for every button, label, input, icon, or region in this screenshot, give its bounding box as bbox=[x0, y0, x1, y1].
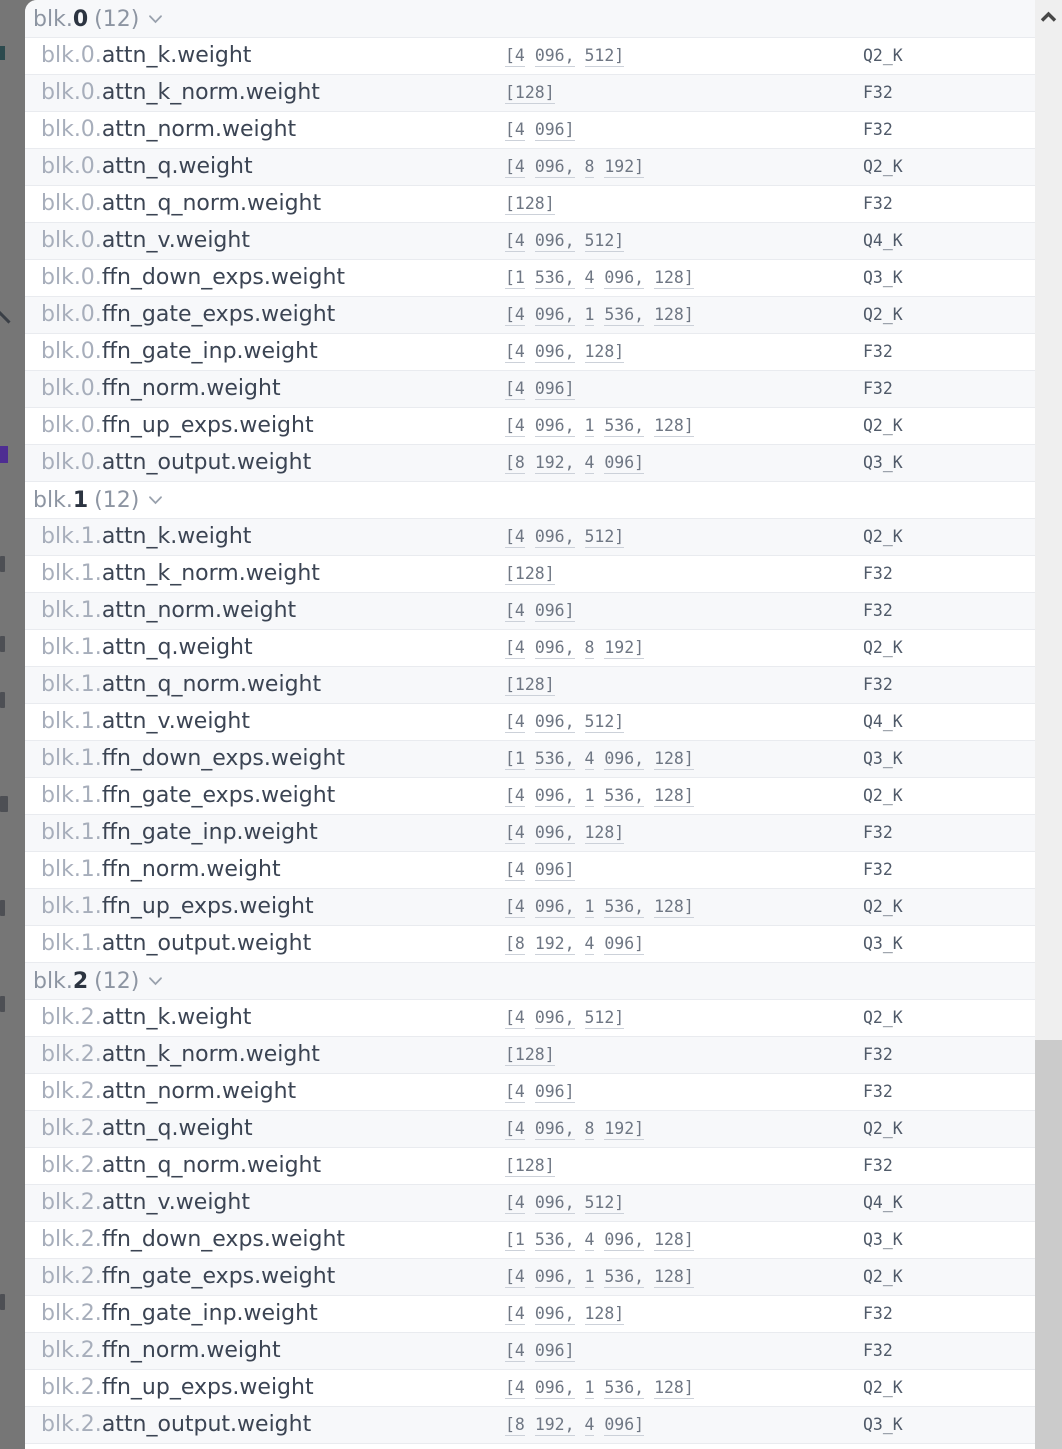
tensor-name-prefix: blk.1. bbox=[41, 709, 102, 734]
tensor-row bbox=[25, 777, 1035, 814]
tensor-row bbox=[25, 888, 1035, 925]
group-header-row[interactable] bbox=[25, 962, 1035, 999]
tensor-dtype: F32 bbox=[863, 1036, 1035, 1073]
tensor-row bbox=[25, 296, 1035, 333]
tensor-row bbox=[25, 666, 1035, 703]
tensor-dtype: Q2_K bbox=[863, 518, 1035, 555]
tensor-dtype: Q2_K bbox=[863, 148, 1035, 185]
group-tensor-count: (12) bbox=[94, 969, 140, 994]
tensor-dtype: Q2_K bbox=[863, 888, 1035, 925]
group-label-number: 1 bbox=[72, 488, 89, 513]
tensor-name: ffn_down_exps.weight bbox=[101, 265, 346, 290]
tensor-dtype: F32 bbox=[863, 555, 1035, 592]
tensor-name: ffn_gate_inp.weight bbox=[101, 339, 318, 364]
tensor-dtype: Q2_K bbox=[863, 777, 1035, 814]
tensor-name: attn_output.weight bbox=[101, 450, 312, 475]
tensor-dtype: F32 bbox=[863, 814, 1035, 851]
tensor-dtype: Q2_K bbox=[863, 296, 1035, 333]
tensor-name: attn_norm.weight bbox=[101, 1079, 297, 1104]
tensor-dtype: Q3_K bbox=[863, 1406, 1035, 1443]
tensor-name-prefix: blk.0. bbox=[41, 228, 102, 253]
backdrop-artifact bbox=[0, 309, 11, 323]
tensor-name-prefix: blk.1. bbox=[41, 857, 102, 882]
tensor-shape-link[interactable]: [4 096, 8 192] bbox=[505, 157, 645, 176]
tensor-name: ffn_gate_inp.weight bbox=[101, 820, 318, 845]
backdrop-artifact bbox=[0, 46, 5, 60]
tensor-name: attn_k_norm.weight bbox=[101, 80, 320, 105]
tensor-row bbox=[25, 1036, 1035, 1073]
tensor-shape-link[interactable]: [128] bbox=[505, 564, 555, 583]
tensor-row bbox=[25, 814, 1035, 851]
tensor-shape-link[interactable]: [4 096, 1 536, 128] bbox=[505, 786, 694, 805]
tensor-name: ffn_norm.weight bbox=[101, 376, 281, 401]
tensor-shape-link[interactable]: [8 192, 4 096] bbox=[505, 1415, 645, 1434]
tensor-name-prefix: blk.0. bbox=[41, 43, 102, 68]
tensor-row bbox=[25, 111, 1035, 148]
tensor-row bbox=[25, 999, 1035, 1036]
tensor-name-prefix: blk.1. bbox=[41, 894, 102, 919]
tensor-name: attn_q.weight bbox=[101, 154, 253, 179]
tensor-row bbox=[25, 703, 1035, 740]
tensor-dtype: F32 bbox=[863, 333, 1035, 370]
tensor-name: ffn_gate_exps.weight bbox=[101, 783, 336, 808]
tensor-name: ffn_up_exps.weight bbox=[101, 413, 314, 438]
tensor-row bbox=[25, 1221, 1035, 1258]
chevron-down-icon bbox=[148, 967, 163, 992]
tensor-name-prefix: blk.2. bbox=[41, 1264, 102, 1289]
tensor-shape-link[interactable]: [4 096] bbox=[505, 860, 575, 879]
tensor-dtype: Q2_K bbox=[863, 407, 1035, 444]
tensor-name: attn_output.weight bbox=[101, 931, 312, 956]
tensor-row bbox=[25, 925, 1035, 962]
tensor-shape-link[interactable]: [1 536, 4 096, 128] bbox=[505, 268, 694, 287]
tensor-dtype: Q2_K bbox=[863, 999, 1035, 1036]
tensor-shape-link[interactable]: [128] bbox=[505, 194, 555, 213]
tensor-row bbox=[25, 1184, 1035, 1221]
tensor-dtype: Q2_K bbox=[863, 37, 1035, 74]
tensor-shape-link[interactable]: [128] bbox=[505, 1045, 555, 1064]
tensor-name-prefix: blk.2. bbox=[41, 1153, 102, 1178]
tensor-name: attn_norm.weight bbox=[101, 598, 297, 623]
tensor-dtype: Q2_K bbox=[863, 629, 1035, 666]
tensor-name: attn_k.weight bbox=[101, 524, 252, 549]
tensor-shape-link[interactable]: [128] bbox=[505, 83, 555, 102]
tensor-name-prefix: blk.1. bbox=[41, 783, 102, 808]
tensor-shape-link[interactable]: [4 096] bbox=[505, 1082, 575, 1101]
tensor-name: attn_output.weight bbox=[101, 1412, 312, 1437]
tensor-dtype: Q2_K bbox=[863, 1110, 1035, 1147]
tensor-name-prefix: blk.1. bbox=[41, 561, 102, 586]
group-tensor-count: (12) bbox=[94, 488, 140, 513]
tensor-row bbox=[25, 1295, 1035, 1332]
tensor-name-prefix: blk.2. bbox=[41, 1116, 102, 1141]
tensor-shape-link[interactable]: [4 096] bbox=[505, 1341, 575, 1360]
tensor-name-prefix: blk.2. bbox=[41, 1338, 102, 1363]
tensor-name-prefix: blk.0. bbox=[41, 339, 102, 364]
tensor-shape-link[interactable]: [4 096, 512] bbox=[505, 1193, 625, 1212]
tensor-dtype: Q2_K bbox=[863, 1369, 1035, 1406]
tensor-dtype: F32 bbox=[863, 1295, 1035, 1332]
tensor-shape-link[interactable]: [4 096, 1 536, 128] bbox=[505, 897, 694, 916]
tensor-shape-link[interactable]: [4 096, 128] bbox=[505, 342, 625, 361]
group-tensor-count: (12) bbox=[94, 6, 140, 32]
tensor-row bbox=[25, 1406, 1035, 1443]
tensor-shape-link[interactable]: [1 536, 4 096, 128] bbox=[505, 1230, 694, 1249]
group-header-row[interactable] bbox=[25, 481, 1035, 518]
tensor-name: attn_k_norm.weight bbox=[101, 1042, 320, 1067]
tensor-name: attn_norm.weight bbox=[101, 117, 297, 142]
tensor-name: attn_q_norm.weight bbox=[101, 672, 322, 697]
tensor-name-prefix: blk.2. bbox=[41, 1227, 102, 1252]
tensor-row bbox=[25, 592, 1035, 629]
tensor-shape-link[interactable]: [8 192, 4 096] bbox=[505, 934, 645, 953]
tensor-name-prefix: blk.1. bbox=[41, 524, 102, 549]
tensor-dtype: F32 bbox=[863, 851, 1035, 888]
tensor-name: ffn_gate_exps.weight bbox=[101, 302, 336, 327]
tensor-dtype: Q3_K bbox=[863, 444, 1035, 481]
tensor-shape-link[interactable]: [4 096, 8 192] bbox=[505, 1119, 645, 1138]
tensor-shape-link[interactable]: [1 536, 4 096, 128] bbox=[505, 749, 694, 768]
group-label-prefix: blk. bbox=[33, 6, 73, 32]
group-label-number: 0 bbox=[72, 6, 89, 32]
tensor-name: ffn_gate_exps.weight bbox=[101, 1264, 336, 1289]
backdrop-artifact bbox=[0, 692, 5, 708]
tensor-row bbox=[25, 1110, 1035, 1147]
tensor-row bbox=[25, 1332, 1035, 1369]
tensor-dtype: F32 bbox=[863, 1147, 1035, 1184]
tensor-dtype: F32 bbox=[863, 592, 1035, 629]
tensor-dtype: F32 bbox=[863, 1332, 1035, 1369]
tensor-dtype: Q3_K bbox=[863, 1221, 1035, 1258]
tensor-name: ffn_up_exps.weight bbox=[101, 894, 314, 919]
tensor-dtype: F32 bbox=[863, 370, 1035, 407]
tensor-dtype: Q4_K bbox=[863, 1184, 1035, 1221]
tensor-name: attn_q_norm.weight bbox=[101, 191, 322, 216]
tensor-row bbox=[25, 222, 1035, 259]
tensor-name: attn_q.weight bbox=[101, 635, 253, 660]
tensor-name: attn_v.weight bbox=[101, 1190, 250, 1215]
backdrop-accent-artifact bbox=[0, 446, 8, 463]
tensor-shape-link[interactable]: [4 096, 1 536, 128] bbox=[505, 305, 694, 324]
tensor-dtype: Q4_K bbox=[863, 222, 1035, 259]
chevron-down-icon bbox=[148, 5, 163, 30]
tensor-name-prefix: blk.1. bbox=[41, 672, 102, 697]
tensor-row bbox=[25, 259, 1035, 296]
tensor-table bbox=[25, 0, 1035, 1444]
tensor-row bbox=[25, 629, 1035, 666]
tensor-shape-link[interactable]: [4 096, 128] bbox=[505, 1304, 625, 1323]
tensor-shape-link[interactable]: [128] bbox=[505, 675, 555, 694]
tensor-name-prefix: blk.0. bbox=[41, 376, 102, 401]
tensor-row bbox=[25, 740, 1035, 777]
tensor-row bbox=[25, 1258, 1035, 1295]
tensor-dtype: Q2_K bbox=[863, 1258, 1035, 1295]
tensor-name: attn_q.weight bbox=[101, 1116, 253, 1141]
tensor-name: attn_v.weight bbox=[101, 709, 250, 734]
scroll-up-button[interactable] bbox=[1035, 6, 1062, 28]
scrollbar-thumb[interactable] bbox=[1035, 1040, 1062, 1449]
tensor-shape-link[interactable]: [4 096] bbox=[505, 120, 575, 139]
group-label-number: 2 bbox=[72, 969, 89, 994]
tensor-table-body bbox=[25, 0, 1035, 1443]
tensor-row bbox=[25, 148, 1035, 185]
backdrop-artifact bbox=[0, 1294, 5, 1310]
tensor-dtype: F32 bbox=[863, 1073, 1035, 1110]
tensor-name-prefix: blk.1. bbox=[41, 746, 102, 771]
tensor-shape-link[interactable]: [4 096, 8 192] bbox=[505, 638, 645, 657]
tensor-name: attn_v.weight bbox=[101, 228, 250, 253]
tensor-name-prefix: blk.0. bbox=[41, 413, 102, 438]
tensor-name-prefix: blk.0. bbox=[41, 265, 102, 290]
tensor-shape-link[interactable]: [128] bbox=[505, 1156, 555, 1175]
tensor-name: ffn_down_exps.weight bbox=[101, 1227, 346, 1252]
tensor-name-prefix: blk.0. bbox=[41, 117, 102, 142]
tensor-row bbox=[25, 1073, 1035, 1110]
tensor-row bbox=[25, 333, 1035, 370]
tensor-row bbox=[25, 1369, 1035, 1406]
tensor-name-prefix: blk.2. bbox=[41, 1375, 102, 1400]
backdrop-artifact bbox=[0, 636, 5, 652]
tensor-name: ffn_down_exps.weight bbox=[101, 746, 346, 771]
tensor-name-prefix: blk.2. bbox=[41, 1412, 102, 1437]
tensor-row bbox=[25, 518, 1035, 555]
tensor-name-prefix: blk.1. bbox=[41, 635, 102, 660]
tensor-dtype: F32 bbox=[863, 111, 1035, 148]
tensor-name: ffn_norm.weight bbox=[101, 1338, 281, 1363]
tensor-name: ffn_up_exps.weight bbox=[101, 1375, 314, 1400]
tensor-row bbox=[25, 1147, 1035, 1184]
tensor-dtype: F32 bbox=[863, 74, 1035, 111]
tensor-row bbox=[25, 74, 1035, 111]
tensor-dtype: Q3_K bbox=[863, 740, 1035, 777]
tensor-row bbox=[25, 37, 1035, 74]
tensor-name-prefix: blk.2. bbox=[41, 1042, 102, 1067]
tensor-shape-link[interactable]: [4 096, 1 536, 128] bbox=[505, 416, 694, 435]
tensor-shape-link[interactable]: [4 096, 128] bbox=[505, 823, 625, 842]
tensor-name: attn_q_norm.weight bbox=[101, 1153, 322, 1178]
tensor-table-panel bbox=[25, 0, 1035, 1449]
tensor-name-prefix: blk.2. bbox=[41, 1079, 102, 1104]
backdrop-artifact bbox=[0, 796, 8, 812]
tensor-name-prefix: blk.0. bbox=[41, 191, 102, 216]
tensor-dtype: F32 bbox=[863, 666, 1035, 703]
tensor-shape-link[interactable]: [8 192, 4 096] bbox=[505, 453, 645, 472]
tensor-row bbox=[25, 851, 1035, 888]
tensor-name-prefix: blk.0. bbox=[41, 80, 102, 105]
chevron-down-icon bbox=[148, 486, 163, 511]
tensor-shape-link[interactable]: [4 096] bbox=[505, 601, 575, 620]
tensor-shape-link[interactable]: [4 096] bbox=[505, 379, 575, 398]
tensor-row bbox=[25, 370, 1035, 407]
tensor-name: ffn_gate_inp.weight bbox=[101, 1301, 318, 1326]
tensor-shape-link[interactable]: [4 096, 1 536, 128] bbox=[505, 1267, 694, 1286]
tensor-dtype: Q3_K bbox=[863, 925, 1035, 962]
tensor-name: attn_k_norm.weight bbox=[101, 561, 320, 586]
tensor-shape-link[interactable]: [4 096, 512] bbox=[505, 231, 625, 250]
tensor-row bbox=[25, 444, 1035, 481]
tensor-name-prefix: blk.2. bbox=[41, 1005, 102, 1030]
group-header-row[interactable] bbox=[25, 0, 1035, 37]
tensor-shape-link[interactable]: [4 096, 512] bbox=[505, 1008, 625, 1027]
tensor-name-prefix: blk.2. bbox=[41, 1301, 102, 1326]
backdrop-artifact bbox=[0, 996, 5, 1012]
tensor-dtype: F32 bbox=[863, 185, 1035, 222]
tensor-shape-link[interactable]: [4 096, 1 536, 128] bbox=[505, 1378, 694, 1397]
tensor-row bbox=[25, 185, 1035, 222]
tensor-row bbox=[25, 407, 1035, 444]
group-label-prefix: blk. bbox=[33, 969, 73, 994]
tensor-name-prefix: blk.1. bbox=[41, 931, 102, 956]
tensor-name-prefix: blk.2. bbox=[41, 1190, 102, 1215]
tensor-name-prefix: blk.1. bbox=[41, 820, 102, 845]
tensor-name: attn_k.weight bbox=[101, 1005, 252, 1030]
tensor-dtype: Q4_K bbox=[863, 703, 1035, 740]
tensor-name-prefix: blk.0. bbox=[41, 154, 102, 179]
group-label-prefix: blk. bbox=[33, 488, 73, 513]
tensor-shape-link[interactable]: [4 096, 512] bbox=[505, 712, 625, 731]
tensor-name-prefix: blk.1. bbox=[41, 598, 102, 623]
tensor-name: attn_k.weight bbox=[101, 43, 252, 68]
tensor-dtype: Q3_K bbox=[863, 259, 1035, 296]
vertical-scrollbar[interactable] bbox=[1035, 0, 1062, 1449]
backdrop-artifact bbox=[0, 900, 5, 916]
tensor-name: ffn_norm.weight bbox=[101, 857, 281, 882]
tensor-shape-link[interactable]: [4 096, 512] bbox=[505, 46, 625, 65]
tensor-row bbox=[25, 555, 1035, 592]
tensor-shape-link[interactable]: [4 096, 512] bbox=[505, 527, 625, 546]
backdrop-artifact bbox=[0, 556, 5, 572]
tensor-name-prefix: blk.0. bbox=[41, 302, 102, 327]
tensor-name-prefix: blk.0. bbox=[41, 450, 102, 475]
chevron-up-icon bbox=[1039, 8, 1058, 27]
